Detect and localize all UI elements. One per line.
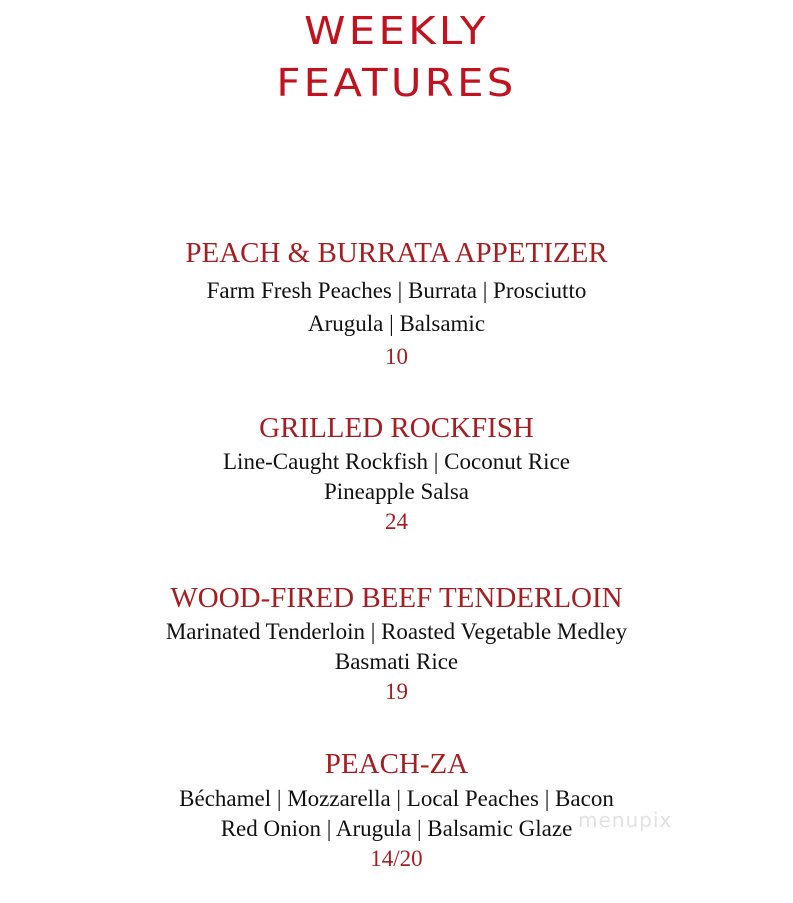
item-name: PEACH-ZA xyxy=(324,748,469,780)
item-name: PEACH & BURRATA APPETIZER xyxy=(185,237,608,269)
menu-item-beef-tenderloin xyxy=(0,581,793,707)
item-description-line-2: Red Onion | Arugula | Balsamic Glaze xyxy=(220,816,573,841)
item-price: 24 xyxy=(385,509,408,534)
item-price: 10 xyxy=(385,344,408,369)
title-weekly: WEEKLY xyxy=(304,9,489,53)
item-description-line-2: Basmati Rice xyxy=(334,649,459,674)
item-name: GRILLED ROCKFISH xyxy=(259,412,534,444)
menu-item-grilled-rockfish xyxy=(0,411,793,537)
item-price: 14/20 xyxy=(370,846,423,871)
item-description-line-1: Béchamel | Mozzarella | Local Peaches | Bacon xyxy=(179,786,614,811)
menu-item-peach-burrata xyxy=(0,236,793,374)
item-description-line-2: Arugula | Balsamic xyxy=(307,311,486,336)
item-description-line-1: Marinated Tenderloin | Roasted Vegetable Medley xyxy=(165,619,628,644)
item-description-line-1: Farm Fresh Peaches | Burrata | Prosciutto xyxy=(206,278,587,303)
item-description-line-1: Line-Caught Rockfish | Coconut Rice xyxy=(223,449,570,474)
watermark: menupix xyxy=(578,808,673,832)
item-description-line-2: Pineapple Salsa xyxy=(324,479,469,504)
menu-item-peach-za xyxy=(0,747,793,874)
item-name: WOOD-FIRED BEEF TENDERLOIN xyxy=(170,582,623,614)
title-features: FEATURES xyxy=(276,61,517,105)
item-price: 19 xyxy=(385,679,408,704)
